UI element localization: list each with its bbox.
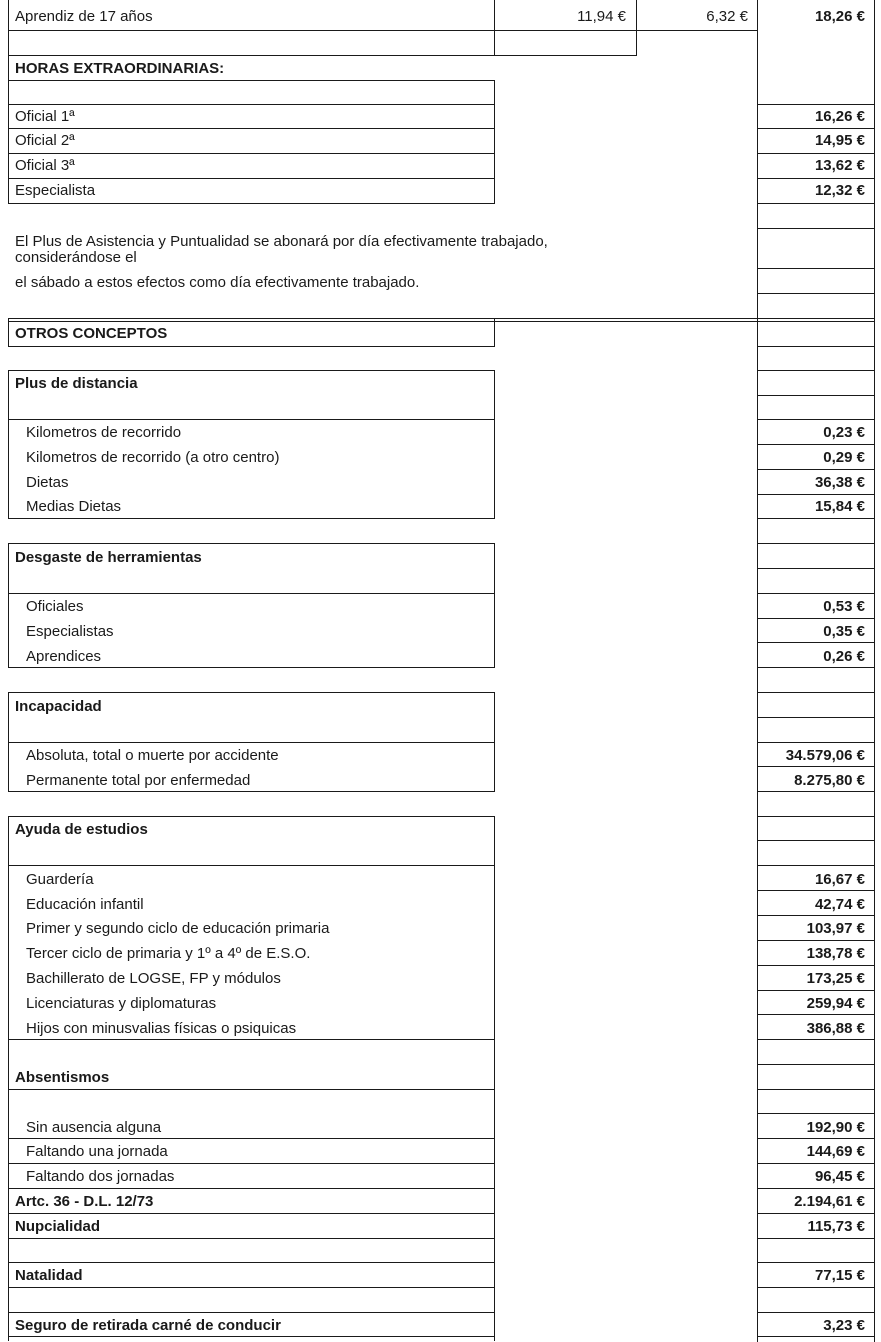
absence-label: Faltando dos jornadas — [26, 1168, 175, 1185]
distance-value: 0,29 € — [823, 449, 865, 466]
hline — [8, 1238, 495, 1239]
extra-value-artc36: 2.194,61 € — [794, 1193, 865, 1210]
note-line-2: considerándose el — [15, 249, 137, 266]
hline-right — [757, 494, 875, 495]
absence-value: 192,90 € — [806, 1119, 865, 1136]
extra-label-nupcialidad: Nupcialidad — [15, 1218, 101, 1235]
hline-right — [757, 203, 875, 204]
hline — [8, 1138, 495, 1139]
hline-right — [757, 1336, 875, 1337]
hline — [8, 1163, 495, 1164]
vline-left-b — [8, 318, 9, 346]
study-label: Educación infantil — [26, 896, 144, 913]
hline-right — [757, 293, 875, 294]
hline — [8, 178, 495, 179]
absence-label: Sin ausencia alguna — [26, 1119, 162, 1136]
hline — [8, 543, 495, 544]
study-label: Guardería — [26, 871, 94, 888]
overtime-value: 14,95 € — [814, 132, 865, 149]
extra-label-seguro: Seguro de retirada carné de conducir — [15, 1317, 281, 1334]
hline-right — [757, 1238, 875, 1239]
hline-right — [757, 1287, 875, 1288]
hline-right — [757, 642, 875, 643]
section-title-absence: Absentismos — [15, 1069, 110, 1086]
vline-mid-2 — [494, 80, 495, 203]
hline-right — [757, 840, 875, 841]
hline — [8, 128, 495, 129]
hline-right — [757, 816, 875, 817]
study-label: Licenciaturas y diplomaturas — [26, 995, 217, 1012]
vline-757 — [757, 0, 758, 1342]
hline-right — [757, 1163, 875, 1164]
hline — [8, 104, 495, 105]
hline — [8, 1213, 495, 1214]
vline-mid-3 — [494, 318, 495, 346]
vline-left-c — [8, 370, 9, 518]
hline — [8, 346, 495, 347]
absence-value: 96,45 € — [814, 1168, 865, 1185]
hline — [8, 1336, 495, 1337]
extra-value-natalidad: 77,15 € — [814, 1267, 865, 1284]
hline-right — [757, 1014, 875, 1015]
apprentice-salary: 11,94 € — [577, 8, 626, 25]
disability-value: 8.275,80 € — [794, 772, 865, 789]
hline — [8, 1262, 495, 1263]
hline — [8, 370, 495, 371]
hline-right — [757, 593, 875, 594]
hline-right — [757, 1064, 875, 1065]
section-title-tools: Desgaste de herramientas — [15, 549, 202, 566]
study-value: 16,67 € — [814, 871, 865, 888]
hline-right — [757, 1113, 875, 1114]
overtime-title: HORAS EXTRAORDINARIAS: — [15, 60, 225, 77]
hline-right — [757, 990, 875, 991]
hline-right — [757, 1138, 875, 1139]
apprentice-total: 18,26 € — [814, 8, 865, 25]
hline — [8, 419, 495, 420]
hline-right — [757, 742, 875, 743]
hline-right — [757, 1213, 875, 1214]
overtime-label: Oficial 2ª — [15, 132, 75, 149]
hline-right — [757, 346, 875, 347]
hline-right — [757, 128, 875, 129]
tools-value: 0,53 € — [823, 598, 865, 615]
distance-value: 36,38 € — [814, 474, 865, 491]
hline-right — [757, 444, 875, 445]
distance-value: 15,84 € — [814, 498, 865, 515]
overtime-label: Oficial 1ª — [15, 108, 75, 125]
section-title-distance: Plus de distancia — [15, 375, 138, 392]
study-label: Tercer ciclo de primaria y 1º a 4º de E.S.O. — [26, 945, 311, 962]
hline — [8, 80, 495, 81]
hline-right — [757, 370, 875, 371]
hline — [8, 791, 495, 792]
distance-value: 0,23 € — [823, 424, 865, 441]
note-line-1: El Plus de Asistencia y Puntualidad se abonará por día efectivamente trabajado, — [15, 233, 548, 250]
hline — [8, 30, 758, 31]
disability-label: Absoluta, total o muerte por accidente — [26, 747, 279, 764]
overtime-value: 12,32 € — [814, 182, 865, 199]
distance-label: Dietas — [26, 474, 69, 491]
hline — [8, 865, 495, 866]
apprentice-plus: 6,32 € — [706, 8, 748, 25]
hline-right — [757, 915, 875, 916]
overtime-value: 16,26 € — [814, 108, 865, 125]
hline-right — [757, 543, 875, 544]
absence-label: Faltando una jornada — [26, 1143, 168, 1160]
vline-left-d — [8, 543, 9, 667]
hline — [8, 55, 637, 56]
hline — [8, 1039, 495, 1040]
hline — [8, 1312, 495, 1313]
hline — [8, 518, 495, 519]
tools-label: Oficiales — [26, 598, 84, 615]
hline — [8, 593, 495, 594]
hline-right — [757, 419, 875, 420]
hline-right — [757, 766, 875, 767]
disability-label: Permanente total por enfermedad — [26, 772, 251, 789]
hline-right — [757, 692, 875, 693]
study-value: 173,25 € — [806, 970, 865, 987]
apprentice-label: Aprendiz de 17 años — [15, 8, 153, 25]
distance-label: Kilometros de recorrido (a otro centro) — [26, 449, 280, 466]
extra-label-artc36: Artc. 36 - D.L. 12/73 — [15, 1193, 154, 1210]
distance-label: Medias Dietas — [26, 498, 122, 515]
hline-right — [757, 940, 875, 941]
study-value: 42,74 € — [814, 896, 865, 913]
hline — [8, 692, 495, 693]
hline-right — [757, 791, 875, 792]
overtime-label: Oficial 3ª — [15, 157, 75, 174]
hline — [8, 1188, 495, 1189]
hline-right — [757, 865, 875, 866]
hline-right — [757, 667, 875, 668]
tools-value: 0,26 € — [823, 648, 865, 665]
hline-right — [757, 395, 875, 396]
hline-right — [757, 1188, 875, 1189]
absence-value: 144,69 € — [806, 1143, 865, 1160]
hline-right — [757, 1089, 875, 1090]
vline-636 — [636, 0, 637, 55]
tools-value: 0,35 € — [823, 623, 865, 640]
tools-label: Aprendices — [26, 648, 102, 665]
section-title-study: Ayuda de estudios — [15, 821, 148, 838]
disability-value: 34.579,06 € — [785, 747, 865, 764]
hline-right — [757, 518, 875, 519]
hline — [8, 153, 495, 154]
hline-right — [757, 568, 875, 569]
hline-right — [757, 228, 875, 229]
hline — [8, 742, 495, 743]
distance-label: Kilometros de recorrido — [26, 424, 182, 441]
vline-right — [874, 0, 875, 1342]
hline-right — [757, 178, 875, 179]
double-line-top — [8, 318, 875, 319]
hline-right — [757, 469, 875, 470]
vline-mid-4 — [494, 370, 495, 518]
vline-mid — [494, 0, 495, 55]
hline-right — [757, 104, 875, 105]
note-line-3: el sábado a estos efectos como día efectivamente trabajado. — [15, 274, 420, 291]
hline — [8, 1089, 495, 1090]
double-line-bottom — [8, 321, 875, 322]
extra-value-nupcialidad: 115,73 € — [807, 1218, 865, 1235]
hline-right — [757, 618, 875, 619]
tools-label: Especialistas — [26, 623, 114, 640]
overtime-label: Especialista — [15, 182, 96, 199]
study-label: Hijos con minusvalias físicas o psiquicas — [26, 1020, 297, 1037]
hline-right — [757, 717, 875, 718]
hline — [8, 667, 495, 668]
hline — [8, 203, 495, 204]
vline-mid-5 — [494, 543, 495, 667]
study-value: 259,94 € — [806, 995, 865, 1012]
hline-right — [757, 1312, 875, 1313]
hline-right — [757, 965, 875, 966]
overtime-value: 13,62 € — [814, 157, 865, 174]
section-title-disability: Incapacidad — [15, 698, 102, 715]
hline — [8, 1287, 495, 1288]
hline-right — [757, 890, 875, 891]
hline — [8, 816, 495, 817]
hline-right — [757, 1039, 875, 1040]
section-title-other: OTROS CONCEPTOS — [15, 325, 168, 342]
hline-right — [757, 153, 875, 154]
hline-right — [757, 1262, 875, 1263]
extra-label-natalidad: Natalidad — [15, 1267, 83, 1284]
study-label: Bachillerato de LOGSE, FP y módulos — [26, 970, 281, 987]
study-value: 138,78 € — [806, 945, 865, 962]
hline-right — [757, 268, 875, 269]
study-label: Primer y segundo ciclo de educación primaria — [26, 920, 330, 937]
extra-value-seguro: 3,23 € — [823, 1317, 865, 1334]
study-value: 103,97 € — [806, 920, 865, 937]
study-value: 386,88 € — [806, 1020, 865, 1037]
